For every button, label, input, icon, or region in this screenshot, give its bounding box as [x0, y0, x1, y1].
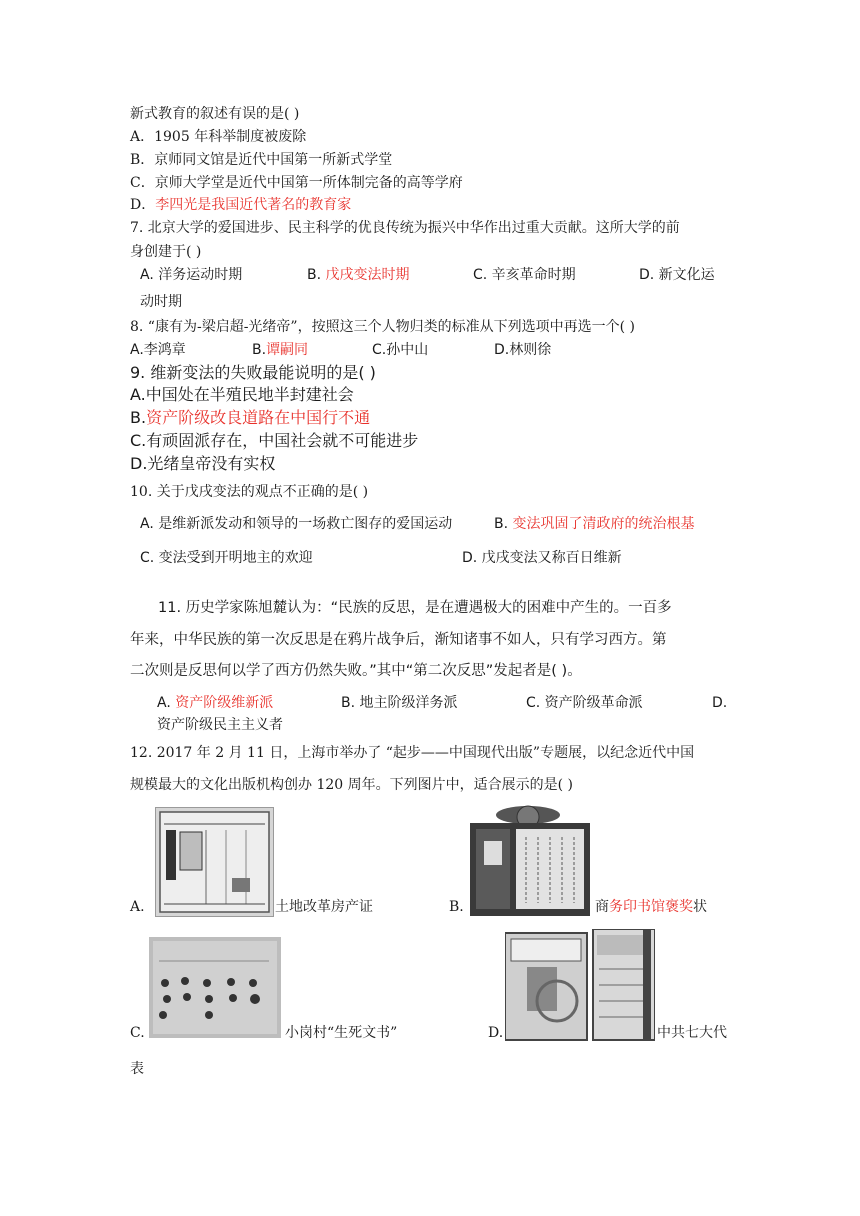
q6-option-d	[130, 196, 351, 214]
q12-option-d-caption: 中共七大代	[657, 1025, 727, 1041]
q9-option-a: A.中国处在半殖民地半封建社会	[130, 385, 354, 404]
q11-stem-line3: 二次则是反思何以学了西方仍然失败。”其中“第二次反思”发起者是( )。	[130, 663, 582, 679]
q12-stem-line2: 规模最大的文化出版机构创办 120 周年。下列图片中，适合展示的是( )	[130, 777, 573, 793]
q10-option-c: C. 变法受到开明地主的欢迎	[140, 550, 313, 566]
answer-highlight: 戊戌变法时期	[325, 267, 410, 283]
q7-option-d-cont: 动时期	[140, 294, 182, 310]
q7-stem-line1: 7. 北京大学的爱国进步、民主科学的优良传统为振兴中华作出过重大贡献。这所大学的前	[130, 220, 680, 236]
q8-option-c: C.孙中山	[372, 342, 429, 358]
answer-highlight: 资产阶级维新派	[175, 695, 274, 711]
q12-option-d-caption-cont: 表	[130, 1061, 144, 1077]
q11-stem-line2: 年来，中华民族的第一次反思是在鸦片战争后，渐知诸事不如人，只有学习西方。第	[130, 632, 667, 648]
q6-stem: 新式教育的叙述有误的是( )	[130, 106, 300, 122]
q12-option-a-caption: 土地改革房产证	[275, 899, 373, 915]
q10-option-b	[494, 515, 695, 533]
q6-option-c: C．京师大学堂是近代中国第一所体制完备的高等学府	[130, 175, 463, 191]
answer-highlight: 资产阶级改良道路在中国行不通	[146, 408, 371, 427]
q8-option-b	[252, 341, 308, 359]
q8-stem: 8. “康有为-梁启超-光绪帝”，按照这三个人物归类的标准从下列选项中再选一个( )	[130, 319, 635, 335]
q8-option-d: D.林则徐	[494, 342, 552, 358]
land-deed-image	[155, 807, 274, 917]
delegate-card-image	[505, 929, 655, 1042]
q12-option-d-letter: D.	[488, 1025, 504, 1041]
q12-stem-line1: 12. 2017 年 2 月 11 日，上海市举办了 “起步——中国现代出版”专题展，以纪念近代中国	[130, 745, 695, 761]
q12-option-a-letter: A.	[130, 899, 145, 915]
q6-option-b: B．京师同文馆是近代中国第一所新式学堂	[130, 152, 393, 168]
q7-option-b	[307, 266, 410, 284]
q12-option-b-caption	[595, 898, 707, 916]
q12-option-c-caption: 小岗村“生死文书”	[285, 1025, 398, 1041]
q9-stem: 9. 维新变法的失败最能说明的是( )	[130, 363, 376, 382]
q6-option-a: A．1905 年科举制度被废除	[130, 129, 307, 145]
q9-option-c: C.有顽固派存在，中国社会就不可能进步	[130, 431, 419, 450]
option-letter: B.	[307, 267, 326, 283]
option-letter: B.	[252, 342, 267, 358]
caption-text: 商	[595, 899, 609, 915]
q7-option-a: A. 洋务运动时期	[140, 267, 243, 283]
q8-option-a: A.李鸿章	[130, 342, 186, 358]
q7-option-d: D. 新文化运	[639, 267, 715, 283]
q7-option-c: C. 辛亥革命时期	[473, 267, 576, 283]
q11-option-d-cont: 资产阶级民主主义者	[157, 717, 283, 733]
option-letter: B.	[130, 408, 147, 427]
option-letter: B.	[494, 516, 513, 532]
answer-highlight: 变法巩固了清政府的统治根基	[512, 516, 695, 532]
q10-option-d: D. 戊戌变法又称百日维新	[462, 550, 622, 566]
answer-highlight: 谭嗣同	[266, 342, 309, 358]
option-letter: D．	[130, 197, 156, 213]
q11-option-b: B. 地主阶级洋务派	[341, 695, 458, 711]
q11-option-a	[157, 694, 273, 712]
q10-option-a: A. 是维新派发动和领导的一场救亡图存的爱国运动	[140, 516, 453, 532]
caption-text: 状	[693, 899, 707, 915]
q11-option-d: D.	[712, 695, 728, 711]
option-letter: A.	[157, 695, 176, 711]
q12-option-c-letter: C.	[130, 1025, 145, 1041]
q11-option-c: C. 资产阶级革命派	[526, 695, 643, 711]
q9-option-d: D.光绪皇帝没有实权	[130, 454, 276, 473]
q9-option-b	[130, 407, 370, 429]
answer-highlight: 李四光是我国近代著名的教育家	[155, 197, 352, 213]
q11-stem-line1: 11. 历史学家陈旭麓认为：“民族的反思，是在遭遇极大的困难中产生的。一百多	[158, 600, 672, 616]
q7-stem-line2: 身创建于( )	[130, 244, 202, 260]
q10-stem: 10. 关于戊戌变法的观点不正确的是( )	[130, 484, 369, 500]
answer-highlight: 务印书馆褒奖	[609, 899, 693, 915]
q12-option-b-letter: B.	[449, 899, 464, 915]
award-certificate-image	[470, 805, 590, 916]
xiaogang-document-image	[149, 937, 281, 1038]
